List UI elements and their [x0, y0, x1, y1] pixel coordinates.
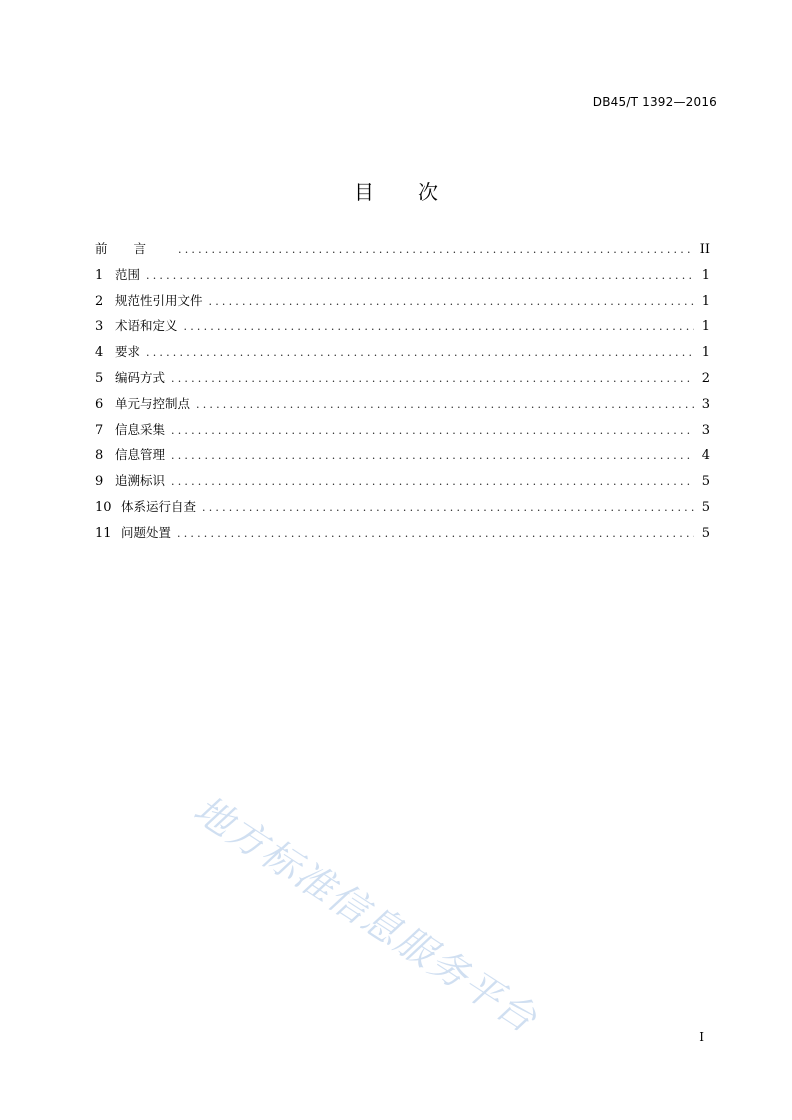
toc-entry-page: 5 — [701, 499, 710, 515]
toc-entry-foreword[interactable] — [95, 236, 710, 262]
toc-entry-page: II — [699, 242, 710, 257]
document-code: DB45/T 1392—2016 — [592, 95, 717, 109]
toc-entry-label: 问题处置 — [121, 524, 172, 540]
toc-entry-page: 5 — [701, 525, 710, 541]
toc-entry-number: 4 — [95, 345, 104, 361]
toc-entry-10[interactable] — [95, 494, 710, 520]
title-char-2: 次 — [418, 180, 438, 204]
toc-entry-page: 1 — [701, 319, 710, 335]
toc-entry-2[interactable] — [95, 288, 710, 314]
toc-entry-number: 11 — [95, 525, 112, 541]
toc-leader-dots — [196, 392, 694, 418]
toc-entry-label: 术语和定义 — [115, 318, 178, 334]
toc-entry-page: 2 — [701, 370, 710, 386]
toc-entry-number: 7 — [95, 422, 104, 438]
toc-leader-dots — [209, 289, 694, 315]
toc-entry-number: 2 — [95, 293, 104, 309]
toc-leader-dots — [146, 263, 694, 289]
toc-leader-dots — [177, 521, 694, 547]
toc-entry-label: 范围 — [115, 266, 141, 282]
toc-entry-number: 8 — [95, 448, 104, 464]
toc-entry-9[interactable] — [95, 468, 710, 494]
toc-entry-label: 信息管理 — [115, 447, 166, 463]
toc-leader-dots — [146, 340, 694, 366]
toc-entry-11[interactable] — [95, 520, 710, 546]
toc-leader-dots — [171, 418, 694, 444]
toc-entry-label: 要求 — [115, 344, 141, 360]
toc-entry-label: 追溯标识 — [115, 473, 166, 489]
toc-entry-number: 9 — [95, 474, 104, 490]
toc-entry-1[interactable] — [95, 262, 710, 288]
toc-entry-label: 体系运行自查 — [121, 498, 197, 514]
toc-entry-label: 前言 — [95, 241, 173, 256]
toc-entry-number: 10 — [95, 499, 112, 515]
toc-leader-dots — [178, 237, 694, 263]
toc-entry-7[interactable] — [95, 417, 710, 443]
toc-entry-page: 5 — [701, 474, 710, 490]
toc-leader-dots — [171, 469, 694, 495]
toc-entry-4[interactable] — [95, 339, 710, 365]
toc-leader-dots — [184, 314, 694, 340]
toc-entry-number: 3 — [95, 319, 104, 335]
toc-entry-3[interactable] — [95, 313, 710, 339]
toc-entry-number: 5 — [95, 370, 104, 386]
toc-entry-page: 3 — [701, 396, 710, 412]
toc-leader-dots — [202, 495, 694, 521]
toc-entry-number: 6 — [95, 396, 104, 412]
toc-entry-page: 1 — [701, 267, 710, 283]
watermark: 地方标准信息服务平台 — [186, 786, 546, 1042]
page-title — [0, 176, 792, 205]
title-char-1: 目 — [354, 180, 374, 204]
toc-entry-page: 3 — [701, 422, 710, 438]
toc-entry-page: 1 — [701, 293, 710, 309]
toc-entry-label: 编码方式 — [115, 369, 166, 385]
toc-leader-dots — [171, 366, 694, 392]
toc-entry-5[interactable] — [95, 365, 710, 391]
table-of-contents — [95, 236, 710, 546]
toc-entry-page: 4 — [701, 448, 710, 464]
toc-entry-label: 单元与控制点 — [115, 395, 191, 411]
toc-entry-number: 1 — [95, 267, 104, 283]
toc-entry-6[interactable] — [95, 391, 710, 417]
toc-leader-dots — [171, 443, 694, 469]
toc-entry-8[interactable] — [95, 442, 710, 468]
page-number: I — [699, 1030, 704, 1044]
toc-entry-label: 信息采集 — [115, 421, 166, 437]
toc-entry-page: 1 — [701, 345, 710, 361]
toc-entry-label: 规范性引用文件 — [115, 292, 203, 308]
